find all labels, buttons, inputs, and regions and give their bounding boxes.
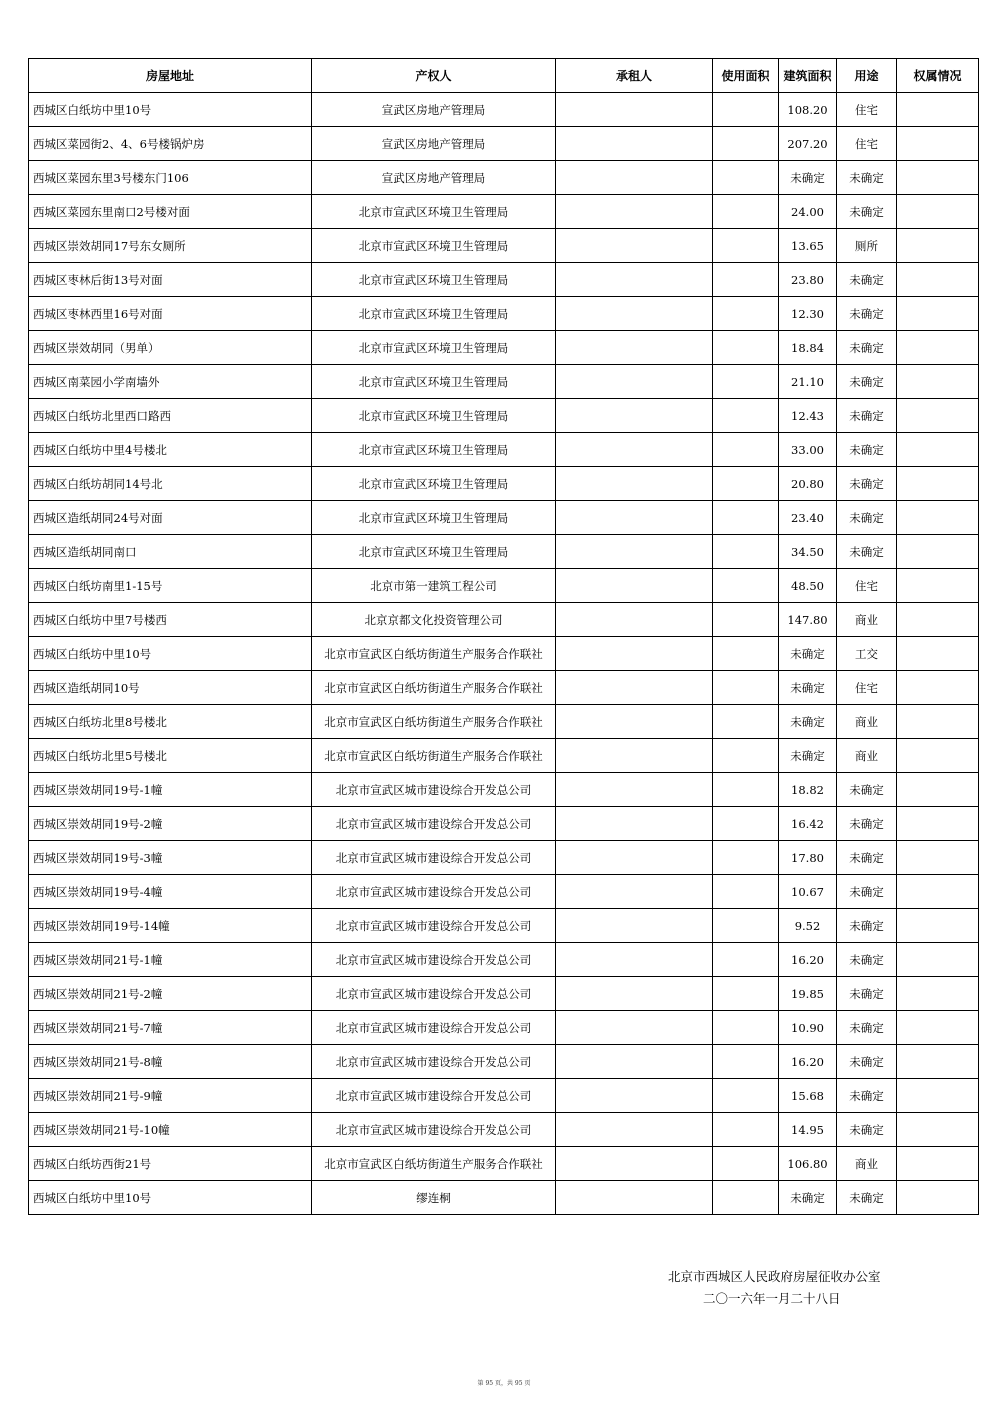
- cell-ownership: [897, 807, 979, 841]
- cell-used-area: [713, 875, 779, 909]
- table-header-row: [29, 59, 979, 93]
- cell-tenant: [556, 1181, 713, 1215]
- table-row: [29, 1181, 979, 1215]
- header-ownership: 权属情况: [897, 59, 979, 93]
- cell-purpose: 未确定: [837, 773, 897, 807]
- cell-purpose: 未确定: [837, 535, 897, 569]
- cell-build-area: 20.80: [779, 467, 837, 501]
- header-address: 房屋地址: [29, 59, 312, 93]
- cell-build-area: 34.50: [779, 535, 837, 569]
- cell-address: 西城区白纸坊中里10号: [29, 637, 312, 671]
- cell-used-area: [713, 603, 779, 637]
- cell-purpose: 未确定: [837, 195, 897, 229]
- table-row: [29, 161, 979, 195]
- cell-used-area: [713, 399, 779, 433]
- cell-tenant: [556, 433, 713, 467]
- cell-purpose: 未确定: [837, 433, 897, 467]
- cell-ownership: [897, 433, 979, 467]
- cell-purpose: 未确定: [837, 1011, 897, 1045]
- cell-owner: 北京市宣武区城市建设综合开发总公司: [312, 807, 556, 841]
- table-row: [29, 977, 979, 1011]
- cell-purpose: 未确定: [837, 909, 897, 943]
- cell-ownership: [897, 909, 979, 943]
- cell-used-area: [713, 331, 779, 365]
- cell-used-area: [713, 1181, 779, 1215]
- cell-used-area: [713, 263, 779, 297]
- cell-address: 西城区白纸坊中里4号楼北: [29, 433, 312, 467]
- cell-ownership: [897, 1079, 979, 1113]
- cell-build-area: 未确定: [779, 161, 837, 195]
- cell-tenant: [556, 671, 713, 705]
- cell-purpose: 未确定: [837, 501, 897, 535]
- cell-purpose: 住宅: [837, 93, 897, 127]
- cell-address: 西城区崇效胡同19号-1幢: [29, 773, 312, 807]
- cell-build-area: 207.20: [779, 127, 837, 161]
- cell-build-area: 未确定: [779, 637, 837, 671]
- cell-build-area: 106.80: [779, 1147, 837, 1181]
- cell-build-area: 9.52: [779, 909, 837, 943]
- table-row: [29, 773, 979, 807]
- cell-owner: 宣武区房地产管理局: [312, 93, 556, 127]
- cell-ownership: [897, 365, 979, 399]
- cell-tenant: [556, 399, 713, 433]
- cell-address: 西城区白纸坊中里10号: [29, 1181, 312, 1215]
- cell-owner: 北京市宣武区环境卫生管理局: [312, 263, 556, 297]
- cell-address: 西城区白纸坊中里10号: [29, 93, 312, 127]
- cell-address: 西城区崇效胡同21号-9幢: [29, 1079, 312, 1113]
- cell-owner: 北京市宣武区环境卫生管理局: [312, 365, 556, 399]
- cell-purpose: 未确定: [837, 841, 897, 875]
- cell-purpose: 未确定: [837, 1181, 897, 1215]
- cell-ownership: [897, 1147, 979, 1181]
- cell-purpose: 商业: [837, 1147, 897, 1181]
- cell-address: 西城区白纸坊西街21号: [29, 1147, 312, 1181]
- cell-used-area: [713, 501, 779, 535]
- cell-tenant: [556, 1045, 713, 1079]
- cell-purpose: 商业: [837, 603, 897, 637]
- cell-owner: 宣武区房地产管理局: [312, 127, 556, 161]
- cell-ownership: [897, 229, 979, 263]
- cell-build-area: 未确定: [779, 671, 837, 705]
- cell-build-area: 未确定: [779, 705, 837, 739]
- cell-tenant: [556, 1079, 713, 1113]
- header-purpose: 用途: [837, 59, 897, 93]
- cell-owner: 北京市宣武区城市建设综合开发总公司: [312, 875, 556, 909]
- cell-build-area: 17.80: [779, 841, 837, 875]
- cell-tenant: [556, 195, 713, 229]
- cell-used-area: [713, 127, 779, 161]
- cell-ownership: [897, 263, 979, 297]
- table-row: [29, 365, 979, 399]
- issue-date: 二〇一六年一月二十八日: [703, 1291, 841, 1306]
- table-row: [29, 399, 979, 433]
- cell-ownership: [897, 569, 979, 603]
- cell-tenant: [556, 841, 713, 875]
- cell-address: 西城区造纸胡同24号对面: [29, 501, 312, 535]
- cell-purpose: 未确定: [837, 1045, 897, 1079]
- cell-used-area: [713, 943, 779, 977]
- cell-purpose: 厕所: [837, 229, 897, 263]
- header-build-area: 建筑面积: [779, 59, 837, 93]
- cell-tenant: [556, 875, 713, 909]
- cell-tenant: [556, 229, 713, 263]
- cell-ownership: [897, 501, 979, 535]
- table-row: [29, 535, 979, 569]
- cell-owner: 北京市宣武区城市建设综合开发总公司: [312, 1011, 556, 1045]
- cell-tenant: [556, 773, 713, 807]
- cell-tenant: [556, 297, 713, 331]
- table-row: [29, 807, 979, 841]
- table-row: [29, 195, 979, 229]
- cell-build-area: 48.50: [779, 569, 837, 603]
- cell-purpose: 住宅: [837, 671, 897, 705]
- cell-purpose: 未确定: [837, 943, 897, 977]
- cell-tenant: [556, 161, 713, 195]
- table-row: [29, 739, 979, 773]
- cell-owner: 北京市宣武区城市建设综合开发总公司: [312, 943, 556, 977]
- cell-address: 西城区崇效胡同21号-8幢: [29, 1045, 312, 1079]
- cell-ownership: [897, 739, 979, 773]
- cell-ownership: [897, 773, 979, 807]
- cell-owner: 北京市宣武区环境卫生管理局: [312, 433, 556, 467]
- cell-used-area: [713, 739, 779, 773]
- cell-used-area: [713, 773, 779, 807]
- cell-used-area: [713, 1011, 779, 1045]
- cell-address: 西城区崇效胡同17号东女厕所: [29, 229, 312, 263]
- cell-owner: 北京市宣武区环境卫生管理局: [312, 331, 556, 365]
- cell-purpose: 未确定: [837, 399, 897, 433]
- cell-purpose: 未确定: [837, 297, 897, 331]
- cell-purpose: 未确定: [837, 1079, 897, 1113]
- cell-purpose: 工交: [837, 637, 897, 671]
- cell-tenant: [556, 705, 713, 739]
- cell-used-area: [713, 1045, 779, 1079]
- table-row: [29, 1113, 979, 1147]
- cell-tenant: [556, 467, 713, 501]
- cell-ownership: [897, 943, 979, 977]
- cell-address: 西城区崇效胡同19号-2幢: [29, 807, 312, 841]
- cell-ownership: [897, 331, 979, 365]
- cell-ownership: [897, 875, 979, 909]
- cell-tenant: [556, 909, 713, 943]
- cell-owner: 北京市宣武区城市建设综合开发总公司: [312, 1113, 556, 1147]
- cell-ownership: [897, 535, 979, 569]
- header-owner: 产权人: [312, 59, 556, 93]
- cell-address: 西城区白纸坊南里1-15号: [29, 569, 312, 603]
- cell-address: 西城区枣林后街13号对面: [29, 263, 312, 297]
- cell-build-area: 10.90: [779, 1011, 837, 1045]
- cell-build-area: 12.30: [779, 297, 837, 331]
- cell-used-area: [713, 1113, 779, 1147]
- cell-build-area: 12.43: [779, 399, 837, 433]
- cell-owner: 缪连桐: [312, 1181, 556, 1215]
- header-tenant: 承租人: [556, 59, 713, 93]
- cell-used-area: [713, 569, 779, 603]
- cell-used-area: [713, 161, 779, 195]
- cell-tenant: [556, 569, 713, 603]
- cell-tenant: [556, 739, 713, 773]
- cell-address: 西城区崇效胡同19号-4幢: [29, 875, 312, 909]
- cell-purpose: 住宅: [837, 569, 897, 603]
- cell-build-area: 108.20: [779, 93, 837, 127]
- cell-build-area: 10.67: [779, 875, 837, 909]
- table-row: [29, 875, 979, 909]
- cell-tenant: [556, 1113, 713, 1147]
- cell-owner: 北京市宣武区环境卫生管理局: [312, 229, 556, 263]
- page-number: 第 95 页，共 95 页: [477, 1380, 531, 1387]
- cell-tenant: [556, 1147, 713, 1181]
- cell-address: 西城区白纸坊北里5号楼北: [29, 739, 312, 773]
- cell-build-area: 147.80: [779, 603, 837, 637]
- cell-used-area: [713, 909, 779, 943]
- cell-tenant: [556, 263, 713, 297]
- table-row: [29, 637, 979, 671]
- cell-purpose: 未确定: [837, 161, 897, 195]
- table-row: [29, 331, 979, 365]
- cell-purpose: 商业: [837, 705, 897, 739]
- cell-owner: 北京市宣武区城市建设综合开发总公司: [312, 1045, 556, 1079]
- cell-owner: 北京市宣武区白纸坊街道生产服务合作联社: [312, 739, 556, 773]
- cell-tenant: [556, 637, 713, 671]
- cell-build-area: 未确定: [779, 739, 837, 773]
- cell-purpose: 住宅: [837, 127, 897, 161]
- housing-registry-table: [28, 58, 979, 1215]
- cell-owner: 北京市宣武区环境卫生管理局: [312, 195, 556, 229]
- cell-build-area: 13.65: [779, 229, 837, 263]
- cell-ownership: [897, 841, 979, 875]
- cell-address: 西城区崇效胡同21号-1幢: [29, 943, 312, 977]
- cell-owner: 北京市宣武区白纸坊街道生产服务合作联社: [312, 637, 556, 671]
- cell-tenant: [556, 501, 713, 535]
- cell-address: 西城区崇效胡同21号-7幢: [29, 1011, 312, 1045]
- cell-build-area: 19.85: [779, 977, 837, 1011]
- cell-tenant: [556, 535, 713, 569]
- cell-address: 西城区菜园东里南口2号楼对面: [29, 195, 312, 229]
- cell-owner: 北京市宣武区白纸坊街道生产服务合作联社: [312, 671, 556, 705]
- table-row: [29, 603, 979, 637]
- cell-purpose: 未确定: [837, 977, 897, 1011]
- cell-build-area: 16.20: [779, 1045, 837, 1079]
- cell-owner: 北京市第一建筑工程公司: [312, 569, 556, 603]
- table-row: [29, 1045, 979, 1079]
- cell-used-area: [713, 977, 779, 1011]
- cell-used-area: [713, 535, 779, 569]
- cell-ownership: [897, 399, 979, 433]
- cell-ownership: [897, 1113, 979, 1147]
- cell-build-area: 18.82: [779, 773, 837, 807]
- table-body: [29, 93, 979, 1215]
- table-row: [29, 909, 979, 943]
- cell-owner: 北京市宣武区环境卫生管理局: [312, 399, 556, 433]
- cell-used-area: [713, 365, 779, 399]
- table-row: [29, 229, 979, 263]
- cell-owner: 北京市宣武区环境卫生管理局: [312, 467, 556, 501]
- cell-used-area: [713, 1147, 779, 1181]
- cell-ownership: [897, 1011, 979, 1045]
- cell-ownership: [897, 467, 979, 501]
- cell-ownership: [897, 195, 979, 229]
- cell-purpose: 未确定: [837, 263, 897, 297]
- cell-build-area: 33.00: [779, 433, 837, 467]
- cell-build-area: 24.00: [779, 195, 837, 229]
- cell-tenant: [556, 127, 713, 161]
- cell-build-area: 未确定: [779, 1181, 837, 1215]
- table-row: [29, 671, 979, 705]
- table-row: [29, 943, 979, 977]
- cell-used-area: [713, 637, 779, 671]
- cell-owner: 北京市宣武区城市建设综合开发总公司: [312, 909, 556, 943]
- cell-build-area: 18.84: [779, 331, 837, 365]
- header-used-area: 使用面积: [713, 59, 779, 93]
- cell-owner: 北京市宣武区环境卫生管理局: [312, 297, 556, 331]
- cell-purpose: 未确定: [837, 467, 897, 501]
- cell-build-area: 14.95: [779, 1113, 837, 1147]
- cell-address: 西城区白纸坊北里8号楼北: [29, 705, 312, 739]
- cell-address: 西城区南菜园小学南墙外: [29, 365, 312, 399]
- cell-used-area: [713, 93, 779, 127]
- cell-address: 西城区白纸坊中里7号楼西: [29, 603, 312, 637]
- cell-used-area: [713, 195, 779, 229]
- cell-owner: 北京市宣武区城市建设综合开发总公司: [312, 773, 556, 807]
- cell-ownership: [897, 93, 979, 127]
- cell-tenant: [556, 603, 713, 637]
- cell-owner: 北京市宣武区白纸坊街道生产服务合作联社: [312, 1147, 556, 1181]
- cell-tenant: [556, 977, 713, 1011]
- cell-tenant: [556, 943, 713, 977]
- cell-address: 西城区崇效胡同21号-2幢: [29, 977, 312, 1011]
- cell-address: 西城区造纸胡同10号: [29, 671, 312, 705]
- cell-tenant: [556, 1011, 713, 1045]
- cell-owner: 北京市宣武区白纸坊街道生产服务合作联社: [312, 705, 556, 739]
- cell-address: 西城区崇效胡同21号-10幢: [29, 1113, 312, 1147]
- cell-used-area: [713, 705, 779, 739]
- cell-ownership: [897, 1181, 979, 1215]
- table-row: [29, 127, 979, 161]
- table-row: [29, 297, 979, 331]
- cell-address: 西城区白纸坊北里西口路西: [29, 399, 312, 433]
- cell-used-area: [713, 433, 779, 467]
- issuing-office: 北京市西城区人民政府房屋征收办公室: [668, 1269, 881, 1284]
- cell-owner: 北京市宣武区城市建设综合开发总公司: [312, 1079, 556, 1113]
- cell-build-area: 16.42: [779, 807, 837, 841]
- table-row: [29, 705, 979, 739]
- cell-purpose: 商业: [837, 739, 897, 773]
- cell-owner: 北京京都文化投资管理公司: [312, 603, 556, 637]
- cell-build-area: 15.68: [779, 1079, 837, 1113]
- cell-used-area: [713, 229, 779, 263]
- cell-ownership: [897, 977, 979, 1011]
- table-row: [29, 1147, 979, 1181]
- cell-owner: 宣武区房地产管理局: [312, 161, 556, 195]
- cell-address: 西城区枣林西里16号对面: [29, 297, 312, 331]
- table-row: [29, 1079, 979, 1113]
- cell-address: 西城区崇效胡同19号-3幢: [29, 841, 312, 875]
- cell-ownership: [897, 127, 979, 161]
- cell-owner: 北京市宣武区环境卫生管理局: [312, 535, 556, 569]
- cell-ownership: [897, 297, 979, 331]
- cell-ownership: [897, 637, 979, 671]
- cell-used-area: [713, 807, 779, 841]
- table-row: [29, 1011, 979, 1045]
- cell-build-area: 16.20: [779, 943, 837, 977]
- cell-build-area: 23.40: [779, 501, 837, 535]
- cell-used-area: [713, 841, 779, 875]
- table-row: [29, 841, 979, 875]
- cell-purpose: 未确定: [837, 807, 897, 841]
- cell-ownership: [897, 1045, 979, 1079]
- cell-address: 西城区崇效胡同19号-14幢: [29, 909, 312, 943]
- cell-tenant: [556, 807, 713, 841]
- cell-purpose: 未确定: [837, 365, 897, 399]
- table-row: [29, 467, 979, 501]
- cell-address: 西城区菜园街2、4、6号楼锅炉房: [29, 127, 312, 161]
- cell-tenant: [556, 365, 713, 399]
- cell-ownership: [897, 161, 979, 195]
- cell-purpose: 未确定: [837, 1113, 897, 1147]
- cell-tenant: [556, 93, 713, 127]
- table-row: [29, 501, 979, 535]
- table-row: [29, 433, 979, 467]
- cell-purpose: 未确定: [837, 875, 897, 909]
- cell-address: 西城区崇效胡同（男单）: [29, 331, 312, 365]
- cell-ownership: [897, 603, 979, 637]
- cell-used-area: [713, 467, 779, 501]
- cell-used-area: [713, 671, 779, 705]
- cell-address: 西城区菜园东里3号楼东门106: [29, 161, 312, 195]
- table-row: [29, 263, 979, 297]
- cell-build-area: 23.80: [779, 263, 837, 297]
- cell-address: 西城区白纸坊胡同14号北: [29, 467, 312, 501]
- cell-address: 西城区造纸胡同南口: [29, 535, 312, 569]
- cell-purpose: 未确定: [837, 331, 897, 365]
- cell-ownership: [897, 671, 979, 705]
- cell-used-area: [713, 297, 779, 331]
- table-row: [29, 93, 979, 127]
- cell-owner: 北京市宣武区城市建设综合开发总公司: [312, 977, 556, 1011]
- cell-owner: 北京市宣武区环境卫生管理局: [312, 501, 556, 535]
- cell-ownership: [897, 705, 979, 739]
- cell-build-area: 21.10: [779, 365, 837, 399]
- table-row: [29, 569, 979, 603]
- cell-owner: 北京市宣武区城市建设综合开发总公司: [312, 841, 556, 875]
- cell-tenant: [556, 331, 713, 365]
- cell-used-area: [713, 1079, 779, 1113]
